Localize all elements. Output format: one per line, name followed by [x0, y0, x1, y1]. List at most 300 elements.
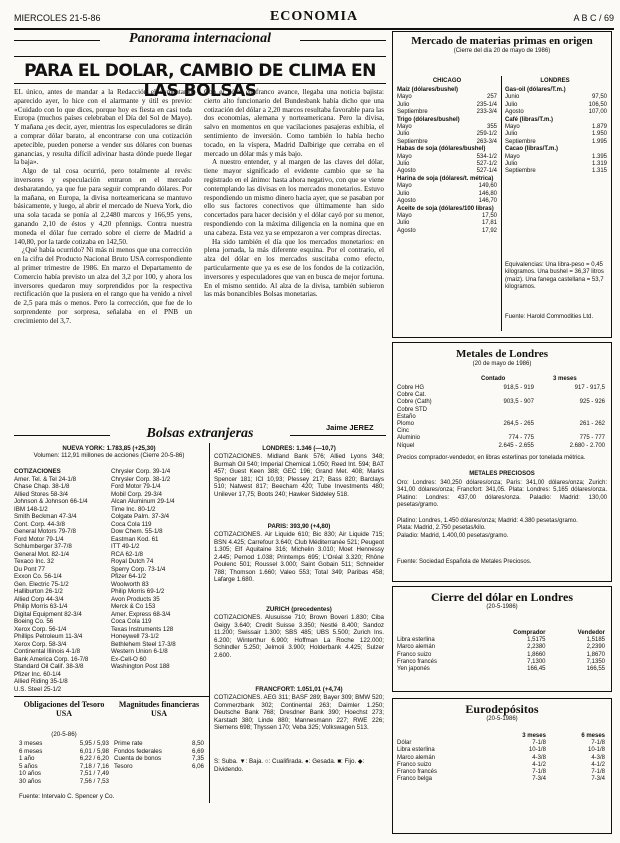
stock-line: Woolworth 83 — [111, 580, 149, 588]
row-value: 925 - 926 — [579, 399, 605, 406]
month-label: Julio — [397, 161, 410, 168]
stock-line: Allied Stores 58-3/4 — [14, 490, 68, 498]
preciosos-line: Paladio: Madrid, 1.400,00 pesetas/gramo. — [397, 532, 509, 539]
stock-line: COTIZACIONES — [14, 468, 61, 475]
stock-line: Du Pont 77 — [14, 565, 45, 573]
metales-note: Precios comprador-vendedor, en libras esterlinas por tonelada métrica. — [397, 455, 586, 461]
paragraph: Con el dólar en franco avance, llegaba una noticia bajista: cierto alto funcionario del Bundesbank había dicho que una cotización del dólar a 2,20 marcos resultaba favorable para las dos economías, alemana y norteamericana. Pero la divisa, salvo en momentos en que vacilaciones pasajeras exhibía, el sentimiento de inversión. Como también lo había hecho tocado, en la víspera, Madrid Dalbirige que cerraba en el mercado un dólar más y más bajo. — [204, 88, 384, 158]
ny-list-left — [14, 468, 109, 693]
currency-row — [395, 644, 607, 651]
ny-list-right — [111, 468, 204, 671]
month-label: Junio — [505, 94, 520, 101]
cierre-box — [392, 586, 612, 692]
row-value: 4-1/2 — [591, 761, 605, 768]
row-label: Cobre Cat. — [397, 392, 427, 399]
stock-line: Xerox Corp. 56-1/4 — [14, 625, 67, 633]
price-value: 259-1/2 — [476, 131, 497, 138]
rate-value: 7,56 / 7,53 — [79, 777, 109, 785]
bolsas-section — [14, 428, 386, 833]
rate-row — [19, 740, 109, 748]
row-value: 4-3/8 — [591, 754, 605, 761]
price-value: 146,80 — [478, 190, 497, 197]
row-value — [465, 428, 536, 435]
stock-line: Mobil Corp. 29-3/4 — [111, 490, 162, 498]
paragraph: A nuestro entender, y al margen de las claves del dólar, tiene mayor significado el evidente cambio que se ha registrado en el ánimo: hasta ahora negativo, con que se viene contemplando las divisas en los mercados monetarios. Estuvo respondiendo un mismo dinero hacia ayer, que se pasaban por ello sus factores conectivos que últimamente han sido concertados para hacer decisión y el dólar cayó por su menor, respondiendo con la máxima diligencia en la nomina que en una cabeza. Esta vez ya se empezaron a ver compras directas. — [204, 158, 384, 237]
metal-row — [395, 443, 607, 450]
row-value — [536, 428, 607, 435]
row-label: Níquel — [397, 442, 415, 449]
header-comprador: Comprador — [513, 630, 546, 636]
month-label: Mayo — [397, 153, 412, 160]
commodity-row — [505, 139, 607, 146]
metales-source: Fuente: Sociedad Española de Metales Preciosos. — [397, 559, 532, 565]
month-label: Julio — [505, 131, 518, 138]
currency-row — [395, 659, 607, 666]
rate-value: 6,22 / 6,20 — [79, 755, 109, 762]
row-value: 2,2390 — [586, 644, 605, 651]
row-value: 1,8670 — [586, 651, 605, 658]
row-value — [465, 414, 536, 421]
month-label: Julio — [397, 131, 410, 138]
price-value: 527-1/2 — [476, 161, 497, 168]
row-label: Franco suizo — [397, 761, 432, 768]
row-label: Estaño — [397, 413, 416, 420]
header-vendedor: Vendedor — [577, 630, 605, 636]
commodity-row — [397, 154, 497, 161]
commodity-row — [505, 161, 607, 168]
column-divider — [209, 443, 210, 803]
month-label: Agosto — [505, 109, 524, 116]
headline: PARA EL DOLAR, CAMBIO DE CLIMA EN LAS BOLSAS — [24, 61, 376, 101]
deposit-row — [395, 740, 607, 747]
ny-subtitle: Volumen: 112,91 millones de acciones (Cierre 20-5-86) — [33, 452, 185, 459]
magn-title: Magnitudes financieras USA — [118, 700, 200, 718]
preciosos-text: Oro: Londres: 340,250 dólares/onza; París: 341,00 dólares/onza; Zurich: 341,00 dólares/onza; Francfort: 341,05. Plata: Londres: 5,165 dólares/onza. Platino: Londres: 437,00 dólares/onza. Paladio: Madrid: 130,00 pesetas/gramo. — [397, 480, 607, 509]
stock-line: Alcan Aluminum 29-1/4 — [111, 498, 175, 505]
stock-line: Time Inc. 80-1/2 — [111, 505, 156, 513]
paragraph: Ha sido también el día que los mercados monetarios: en plena jornada, la más diferente esquina. Por el contrario, el alza del dólar en los mercados suscitaba como efecto, particularmente que ya es ese de los fondos de la cotización, inversores y especuladores que van en busca de mejor fortuna. En el mismo sentido. Al alza de la divisa, también subieron las más bonancibles Bolsas monetarias. — [204, 237, 384, 299]
stock-line: Amer. Tel. & Tel 24-1/8 — [14, 475, 77, 483]
metal-row — [395, 385, 607, 392]
stock-line: Bank America Corp. 16-7/8 — [14, 655, 89, 663]
stock-line: Philip Morris 63-1/4 — [14, 603, 68, 610]
stock-line: Royal Dutch 74 — [111, 558, 154, 565]
commodity-name: Trigo (dólares/bushel) — [397, 116, 460, 123]
price-value: 527-1/4 — [476, 168, 497, 175]
london-quotes: COTIZACIONES. Midland Bank 576; Allied Lyons 348; Burmah Oil 540; Imperial Chemical 1.050; Reed Int. 594; BAT 457; Guest Keen 388; GEC 196; Grand Met. 408; Marks Spencer 181; ICI 10,93; Plessey 217; Bass 820; Barclays 510; Natwest 817; Beecham 420; Tube Investments 480; Unilever 17,75; Boots 240; Hawker Siddeley 518. — [214, 453, 384, 498]
commodity-row — [397, 228, 497, 235]
row-label: Cobre HG — [397, 385, 425, 391]
section-name: ECONOMIA — [269, 9, 359, 24]
row-value: 7-3/4 — [532, 776, 546, 783]
row-label: Franco suizo — [397, 651, 432, 658]
stock-line: Schlumberger 37-7/8 — [14, 543, 72, 550]
stock-line: Sperry Corp. 73-1/4 — [111, 565, 166, 573]
row-label: Franco francés — [397, 769, 438, 776]
row-label: Aluminio — [397, 435, 421, 442]
equivalencias: Equivalencias: Una libra-peso = 0,45 kilogramos. Una bushel = 36,37 litros (maíz). Una fanega castellana = 53,7 kilogramos. — [505, 262, 604, 291]
commodity-row — [505, 154, 607, 161]
rate-label: 6 meses — [19, 747, 43, 755]
row-label: Cobre (Cath) — [397, 399, 432, 406]
stock-line: IBM 148-1/2 — [14, 505, 48, 513]
stock-line: Honeywell 73-1/2 — [111, 633, 159, 640]
month-label: Mayo — [397, 183, 412, 190]
metal-row — [395, 428, 607, 435]
divider — [14, 696, 209, 697]
preciosos-extra — [397, 518, 607, 540]
author-signature: Jaime JEREZ — [326, 423, 374, 432]
euro-box — [392, 698, 612, 834]
commodity-row — [397, 131, 497, 138]
row-value — [465, 407, 536, 414]
preciosos-line: Plata: Madrid, 2.750 pesetas/kilo. — [397, 525, 486, 532]
stock-line: Ford Motor 79-1/4 — [111, 483, 161, 490]
materias-box — [392, 31, 612, 338]
commodity-row — [397, 213, 497, 220]
stock-line: Allied Riding 35-1/8 — [14, 678, 68, 685]
stock-line: General Motors 79-7/8 — [14, 528, 76, 535]
deposit-row — [395, 776, 607, 783]
price-value: 97,50 — [591, 94, 607, 101]
row-value — [465, 392, 536, 399]
row-value: 7,1300 — [527, 658, 546, 665]
month-label: Mayo — [505, 124, 520, 131]
month-label: Agosto — [397, 198, 416, 205]
commodity-row — [397, 161, 497, 168]
deposit-row — [395, 769, 607, 776]
price-value: 257 — [486, 94, 497, 101]
stock-line: Halliburton 26-1/2 — [14, 588, 63, 595]
row-value: 261 - 262 — [579, 421, 605, 428]
row-value: 10-1/8 — [528, 747, 546, 754]
metal-row — [395, 399, 607, 406]
row-value: 1,5175 — [527, 637, 546, 644]
stock-line: Merck & Co 153 — [111, 603, 156, 610]
divider — [501, 76, 502, 331]
stock-line: Avon Products 35 — [111, 595, 160, 603]
row-value: 166,45 — [527, 666, 546, 673]
row-value: 7,1350 — [586, 658, 605, 665]
stock-line: Chase Chap. 38-1/8 — [14, 483, 70, 490]
cierre-title: Cierre del dólar en Londres — [431, 590, 573, 604]
row-value: 7-3/4 — [591, 776, 605, 783]
stock-line: Washington Post 188 — [111, 663, 170, 670]
stock-line: Johnson & Johnson 66-1/4 — [14, 498, 88, 505]
row-value: 7-1/8 — [591, 740, 605, 747]
month-label: Mayo — [505, 153, 520, 160]
price-value: 107,00 — [588, 109, 607, 116]
stock-line: Bethlehem Steel 17-3/8 — [111, 640, 176, 648]
rate-row — [114, 755, 204, 763]
month-label: Julio — [397, 190, 410, 197]
rate-row — [114, 748, 204, 756]
rate-value: 6,01 / 5,98 — [79, 747, 109, 755]
panorama-article — [14, 30, 386, 440]
rate-row — [19, 755, 109, 763]
header-row — [395, 630, 607, 637]
rate-value: 6,06 — [191, 762, 204, 770]
metal-row — [395, 392, 607, 399]
commodity-name: Café (libras/T.m.) — [505, 116, 554, 123]
row-label: Marco alemán — [397, 644, 436, 651]
row-label: Cobre STD — [397, 406, 428, 413]
chicago-label: CHICAGO — [432, 78, 462, 84]
rate-row — [114, 740, 204, 748]
londres-label: LONDRES — [540, 78, 570, 84]
price-value: 235-1/4 — [476, 101, 497, 108]
panorama-section-title: Panorama internacional — [100, 31, 300, 47]
paragraph: Algo de tal cosa ocurrió, pero totalmente al revés: inversores y especulación entraron en el mercado desbaratando, ya que fue para seguir comprando dólares. Por la mañana, en Europa, la divisa norteamericana se mantuvo básicamente, y luego, al abrir el mercado de Nueva York, dio una sola tacada se ponía al 2,2480 marcos y 166,95 yens, ganando 2,10 de éstos y 4,20 pfennigs. Contra nuestra moneda el dólar fue cerrado sobre el cierre de Madrid a 140,80, por la tarde cotizaba en 142,50. — [14, 167, 192, 246]
month-label: Septiembre — [505, 138, 536, 145]
ny-title: NUEVA YORK: 1.783,85 (+25,30) — [62, 445, 156, 452]
stock-line: General Mot. 82-1/4 — [14, 550, 70, 558]
oblig-table — [19, 740, 109, 785]
row-label: Libra esterlina — [397, 637, 435, 644]
commodity-name: Maíz (dólares/bushel) — [397, 87, 459, 93]
stock-line: Colgate Palm. 37-3/4 — [111, 513, 170, 520]
metal-row — [395, 414, 607, 421]
month-label: Julio — [397, 101, 410, 108]
header-blank — [395, 733, 489, 740]
page-number: A B C / 69 — [573, 13, 614, 23]
london-title: LONDRES: 1.346 (—10,7) — [262, 445, 336, 452]
stock-line: Chrysler Corp. 38-1/2 — [111, 475, 171, 483]
price-value: 355 — [486, 124, 497, 131]
deposit-row — [395, 755, 607, 762]
page-header — [14, 10, 614, 30]
legend: S: Suba. ▼: Baja. ○: Cualifirada. ●: Gesada. ■: Fijo. ◆: Dividendo. — [214, 758, 365, 773]
month-label: Julio — [397, 220, 410, 227]
header-period: 6 meses — [581, 733, 605, 739]
commodity-row — [397, 183, 497, 190]
header-row — [395, 733, 607, 740]
rate-row — [19, 763, 109, 771]
londres-list — [505, 87, 607, 176]
month-label: Mayo — [397, 124, 412, 131]
stock-line: Coca Cola 119 — [111, 618, 152, 625]
frankfurt-quotes: COTIZACIONES. AEG 311; BASF 289; Bayer 309; BMW 520; Commerzbank 302; Continental 263; Daimler 1.250; Deutsche Bank 768; Dresdner Bank 390; Hoechst 273; Karstadt 380; Linde 880; Mannesmann 227; RWE 226; Siemens 698; Thyssen 170; Veba 325; Volkswagen 513. — [214, 694, 384, 731]
stock-line: Texaco Inc. 32 — [14, 558, 54, 565]
stock-line: ITT 49-1/2 — [111, 543, 140, 550]
article-column-1 — [14, 88, 192, 433]
row-value: 10-1/8 — [587, 747, 605, 754]
price-value: 146,70 — [478, 198, 497, 205]
commodity-name: Cacao (libras/T.m.) — [505, 146, 559, 153]
price-value: 263-3/4 — [476, 138, 497, 145]
currency-row — [395, 652, 607, 659]
materias-title: Mercado de materias primas en origen — [411, 35, 593, 47]
paragraph: EL único, antes de mandar a la Redacción el comentario aparecido ayer, lo hice con el alarmante y útil es previo: «Cuidado con lo que dices, porque hoy es fiesta en casi toda Europa (muchos países celebraban el Día del Sol de Mayo). Y mañana ¿es decir, ayer, mientras los especuladores se dirán a comprar dólar barato, al encontrarse con una cotización apetecible, pueden ponerse a vender sus dólares con buenas ganancias, y resulta difícil adivinar hasta dónde puede llegar la baja». — [14, 88, 192, 167]
row-label: Yen japonés — [397, 666, 430, 673]
row-value — [536, 414, 607, 421]
stock-line: Boeing Co. 56 — [14, 618, 54, 625]
stock-line: Xerox Corp. 58-3/4 — [14, 640, 67, 648]
commodity-row — [505, 168, 607, 175]
row-label: Plomo — [397, 421, 415, 428]
price-value: 149,60 — [478, 183, 497, 190]
row-label: Franco francés — [397, 658, 438, 665]
stock-line: Texas Instruments 128 — [111, 625, 174, 633]
zurich-quotes: COTIZACIONES. Alusuisse 710; Brown Boveri 1.830; Ciba Geigy 3.640; Credit Suisse 3.350; Nestlé 8.400; Sandoz 11.200; Swissair 1.300; SBS 485; UBS 5.500; Zurich Ins. 6.200; Winterthur 6.900; Hoffman La Roche 122.000; Schindler 5.250; Jelmoli 3.900; Holderbank 4.425; Sulzer 2.600. — [214, 614, 384, 659]
row-label: Cinc — [397, 428, 410, 435]
price-value: 106,50 — [588, 101, 607, 108]
price-value: 17,92 — [481, 227, 497, 234]
commodity-name: Harina de soja (dólares/t. métrica) — [397, 175, 494, 182]
stock-line: Eastman Kod. 61 — [111, 535, 159, 543]
headline-box — [14, 56, 386, 101]
price-value: 1.395 — [591, 153, 607, 160]
stock-line: Continental Illinois 4-1/8 — [14, 648, 81, 655]
month-label: Septiembre — [397, 138, 428, 145]
commodity-row — [397, 220, 497, 227]
rate-value: 5,95 / 5,93 — [79, 740, 109, 747]
month-label: Agosto — [397, 227, 416, 234]
price-value: 1.995 — [591, 138, 607, 145]
euro-table — [395, 733, 607, 783]
row-value: 166,55 — [586, 666, 605, 673]
rate-label: 30 años — [19, 777, 42, 785]
currency-row — [395, 637, 607, 644]
paris-quotes: COTIZACIONES. Air Liquide 610; Bic 830; Air Liquide 715; BSN 4.425; Carrefour 3.640; Club Méditerranée 521; Peugeot 1.305; Elf Aquitaine 316; Michelin 3.010; Moet Hennessy 2.445; Pernod 1.038; Printemps 695; L'Oréal 3.320; Rhône Poulenc 501; Roussel 3.000; Saint Gobain 511; Schneider 788; Thomson 1.660; Valeo 553; Total 349; Paribas 458; Lafarge 1.680. — [214, 531, 384, 583]
preciosos-line: Platino: Londres, 1.450 dólares/onza; Madrid: 4.380 pesetas/gramo. — [397, 518, 578, 524]
deposit-row — [395, 762, 607, 769]
header-period: 3 meses — [522, 733, 546, 739]
stock-line: Allied Corp 44-3/4 — [14, 595, 64, 603]
commodity-row — [397, 109, 497, 116]
deposit-row — [395, 747, 607, 754]
preciosos-title: METALES PRECIOSOS — [469, 471, 535, 477]
rate-row — [19, 770, 109, 778]
rate-value: 7,18 / 7,16 — [79, 762, 109, 770]
stock-line: RCA 62-1/8 — [111, 550, 143, 558]
stock-line: Phillips Petroleum 11-3/4 — [14, 633, 83, 640]
oblig-title: Obligaciones del Tesoro USA — [23, 700, 105, 718]
stock-line: Chrysler Corp. 39-1/4 — [111, 468, 171, 475]
col-contado: Contado — [481, 376, 506, 382]
row-value — [536, 392, 607, 399]
euro-title: Eurodepósitos — [465, 702, 539, 716]
stock-line: Philip Morris 69-1/2 — [111, 588, 165, 595]
stock-line: Ex-Cell-O 60 — [111, 655, 147, 663]
row-label: Libra esterlina — [397, 747, 435, 754]
article-column-2 — [204, 88, 384, 420]
row-value: 7-1/8 — [532, 769, 546, 776]
stock-line: Dow Chem. 55-1/8 — [111, 528, 163, 535]
stock-line: U.S. Steel 25-1/2 — [14, 685, 62, 693]
commodity-row — [397, 191, 497, 198]
row-value: 774 - 775 — [508, 435, 534, 442]
currency-row — [395, 666, 607, 673]
cierre-date: (20-5-1986) — [486, 604, 518, 610]
commodity-name: Aceite de soja (dólares/100 libras) — [397, 205, 494, 212]
stock-line: Digital Equipment 82-3/4 — [14, 610, 82, 618]
price-value: 1.950 — [591, 131, 607, 138]
row-value: 918,5 - 919 — [503, 385, 534, 391]
row-value: 1,5185 — [586, 637, 605, 644]
frankfurt-title: FRANCFORT: 1.051,01 (+4,74) — [255, 686, 343, 693]
row-value: 1,8660 — [527, 651, 546, 658]
paragraph: ¿Qué había ocurrido? Ni más ni menos que una corrección en la cifra del Producto Nacional Bruto USA correspondiente al primer trimestre de 1986. En marzo el Departamento de Comercio había previsto un alza del 3,2 por 100, y ahora los inversores quedaron muy sorprendidos por la respectiva rectificación que la pusiera en el rango que ha venido a nivel de 2,5 para más o menos. Pero la corrección, que fue de lo sorprendente por sorpresa, señalaba en el PNB un crecimiento del 3,7. — [14, 246, 192, 325]
row-value: 4-1/2 — [532, 761, 546, 768]
price-value: 233-3/4 — [476, 109, 497, 116]
row-value: 2,2380 — [527, 644, 546, 651]
price-value: 17,81 — [481, 220, 497, 227]
commodity-row — [505, 102, 607, 109]
paris-title: PARIS: 393,90 (+4,80) — [267, 523, 331, 530]
rate-label: Fondos federales — [114, 747, 162, 755]
bolsas-title: Bolsas extranjeras — [110, 426, 290, 442]
row-label: Franco belga — [397, 776, 433, 783]
price-value: 534-1/2 — [476, 153, 497, 160]
chicago-list — [397, 87, 497, 235]
commodity-row — [505, 109, 607, 116]
commodity-name: Gas-oil (dólares/T.m.) — [505, 87, 566, 93]
euro-date: (20-5-1986) — [486, 716, 518, 722]
stock-line: Cont. Corp. 44-3/8 — [14, 520, 65, 528]
month-label: Mayo — [397, 212, 412, 219]
commodity-row — [397, 124, 497, 131]
row-label: Dólar — [397, 740, 412, 747]
rate-label: 3 meses — [19, 740, 43, 747]
oblig-date: (20-5-86) — [51, 731, 77, 738]
row-value: 917 - 917,5 — [574, 385, 605, 391]
source: Fuente: Intervalo C. Spencer y Co. — [19, 793, 115, 800]
stock-line: Smith Beckman 47-3/4 — [14, 513, 77, 520]
row-value: 775 - 777 — [579, 435, 605, 442]
row-value — [536, 407, 607, 414]
commodity-row — [397, 94, 497, 101]
stock-line: Western Union 6-1/8 — [111, 648, 168, 655]
rate-row — [19, 748, 109, 756]
stock-line: Coca Cola 119 — [111, 520, 152, 528]
price-value: 1.315 — [591, 168, 607, 175]
stock-line: Standard Oil Calif. 38-3/8 — [14, 663, 84, 670]
rate-label: 1 año — [19, 755, 35, 762]
rate-value: 6,69 — [191, 747, 204, 755]
commodity-row — [397, 168, 497, 175]
rate-label: Prime rate — [114, 740, 143, 747]
stock-line: Amer. Express 68-3/4 — [111, 610, 171, 618]
price-value: 17,50 — [481, 212, 497, 219]
commodity-row — [397, 102, 497, 109]
metal-row — [395, 435, 607, 442]
metales-box — [392, 342, 612, 582]
month-label: Mayo — [397, 94, 412, 101]
rate-value: 7,51 / 7,49 — [79, 770, 109, 777]
rate-label: Cuenta de bonos — [114, 755, 162, 762]
commodity-name: Habas de soja (dólares/bushel) — [397, 146, 486, 153]
metales-subtitle: (20 de mayo de 1986) — [472, 361, 532, 367]
cierre-table — [395, 630, 607, 673]
metales-table — [395, 385, 607, 450]
row-value: 2.645 - 2.655 — [498, 442, 534, 449]
rate-value: 7,35 — [191, 755, 204, 762]
issue-date: MIERCOLES 21-5-86 — [14, 13, 101, 23]
stock-line: Exxon Co. 56-1/4 — [14, 573, 62, 580]
rate-row — [114, 763, 204, 771]
materias-source: Fuente: Harold Commodities Ltd. — [505, 314, 594, 320]
commodity-row — [505, 124, 607, 131]
month-label: Julio — [505, 161, 518, 168]
rate-label: 10 años — [19, 770, 42, 777]
commodity-row — [505, 131, 607, 138]
price-value: 1.879 — [591, 124, 607, 131]
commodity-row — [397, 139, 497, 146]
magn-table — [114, 740, 204, 770]
header-blank — [395, 630, 479, 637]
rate-row — [19, 778, 109, 786]
